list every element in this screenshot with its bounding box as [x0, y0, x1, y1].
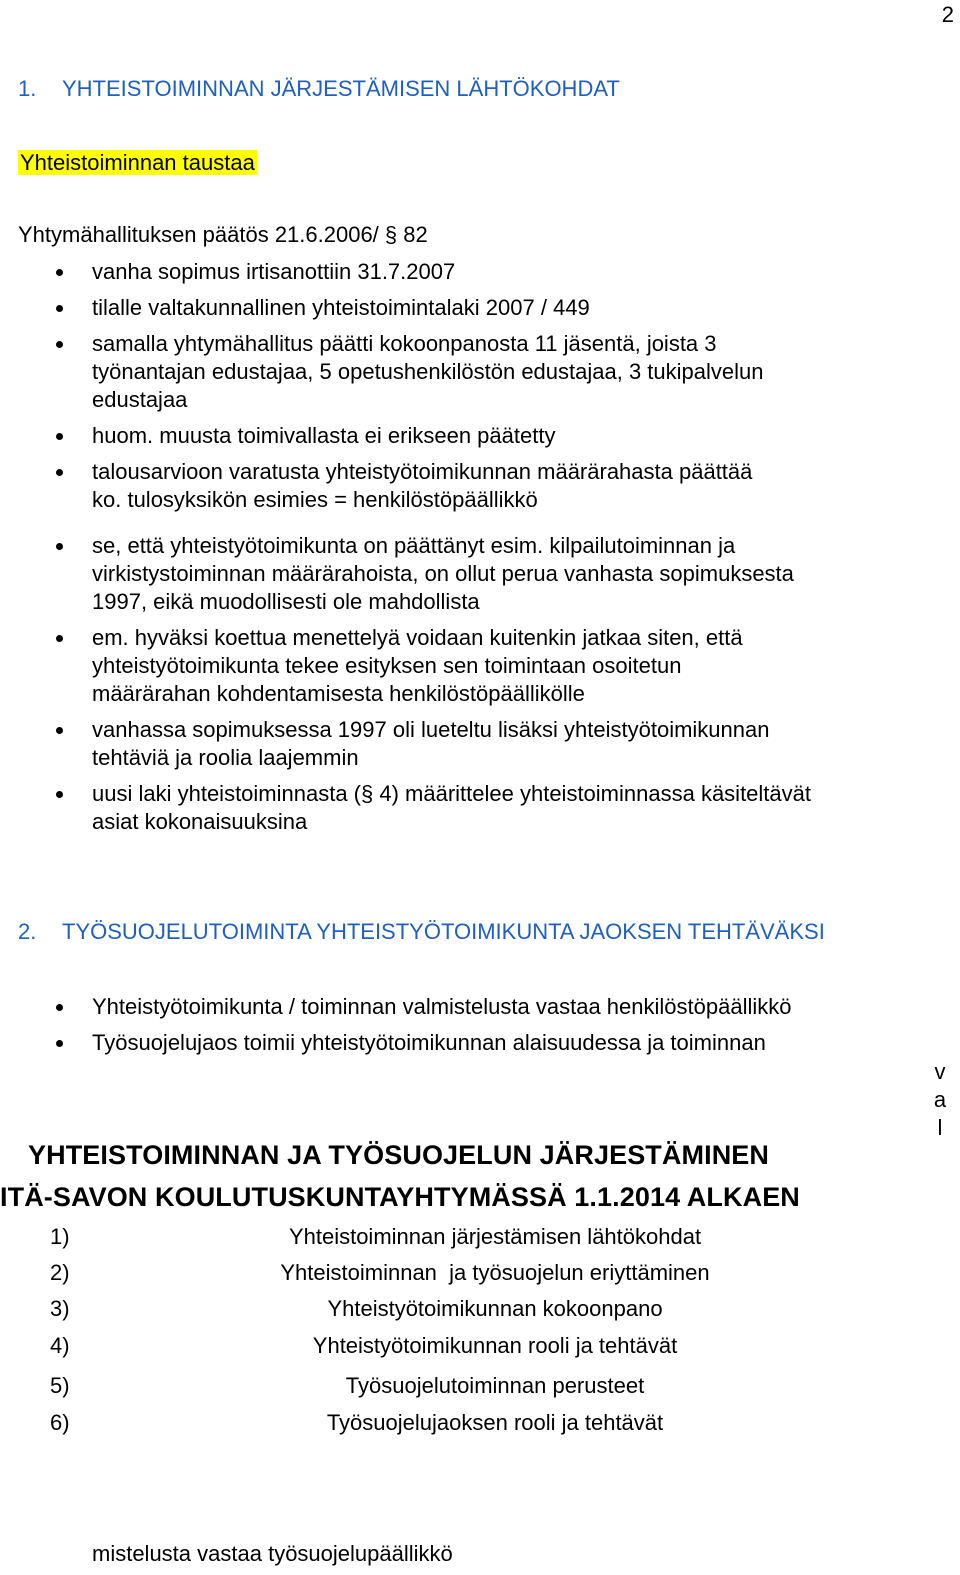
page-number: 2	[941, 2, 954, 27]
bullet-icon	[56, 433, 63, 440]
decision-line: Yhtymähallituksen päätös 21.6.2006/ § 82	[18, 222, 428, 247]
highlighted-subtitle: Yhteistoiminnan taustaa	[20, 150, 255, 175]
list-item: em. hyväksi koettua menettelyä voidaan kuitenkin jatkaa siten, että yhteistyötoimikunta tekee esityksen sen toimintaan osoitetun määrärahan kohdentamisesta henkilöstöpäällikölle	[0, 624, 810, 708]
list-item: vanhassa sopimuksessa 1997 oli lueteltu lisäksi yhteistyötoimikunnan tehtäviä ja roolia laajemmin	[0, 716, 858, 772]
toc-row	[0, 1260, 960, 1290]
toc-text: Yhteistoiminnan järjestämisen lähtökohdat	[288, 1224, 702, 1249]
section1-subtitle	[18, 150, 257, 176]
toc-number: 6)	[50, 1410, 70, 1435]
stray-letter: v	[934, 1059, 946, 1084]
bullet-list-section2	[0, 993, 960, 1065]
toc-row	[0, 1410, 960, 1440]
bullet-icon	[56, 269, 63, 276]
toc-text: Työsuojelutoiminnan perusteet	[345, 1373, 645, 1398]
list-item: talousarvioon varatusta yhteistyötoimikunnan määrärahasta päättää ko. tulosyksikön esimies = henkilöstöpäällikkö	[0, 458, 790, 514]
list-item: Yhteistyötoimikunta / toiminnan valmistelusta vastaa henkilöstöpäällikkö	[0, 993, 960, 1021]
toc-row	[0, 1296, 960, 1326]
continuation-text: mistelusta vastaa työsuojelupäällikkö	[92, 1541, 453, 1566]
bullet-icon	[56, 543, 63, 550]
bullet-icon	[56, 1040, 63, 1047]
toc-row	[0, 1224, 960, 1254]
bullet-icon	[56, 791, 63, 798]
list-item: se, että yhteistyötoimikunta on päättänyt esim. kilpailutoiminnan ja virkistystoiminnan määrärahoista, on ollut perua vanhasta sopimuksesta 1997, eikä muodollisesti ole mahdollista	[0, 532, 858, 616]
section1-heading	[18, 76, 620, 102]
toc-number: 1)	[50, 1224, 70, 1249]
list-item: huom. muusta toimivallasta ei erikseen päätetty	[0, 422, 960, 450]
overlay-title-line1: YHTEISTOIMINNAN JA TYÖSUOJELUN JÄRJESTÄMINEN	[28, 1140, 769, 1170]
bullet-icon	[56, 1004, 63, 1011]
stray-letter: a	[933, 1087, 947, 1112]
bullet-icon	[56, 635, 63, 642]
toc-number: 3)	[50, 1296, 70, 1321]
list-item: vanha sopimus irtisanottiin 31.7.2007	[0, 258, 960, 286]
toc-text: Työsuojelujaoksen rooli ja tehtävät	[326, 1410, 664, 1435]
bullet-icon	[56, 727, 63, 734]
bullet-list-b	[0, 532, 960, 844]
list-item: tilalle valtakunnallinen yhteistoimintalaki 2007 / 449	[0, 294, 960, 322]
bullet-icon	[56, 341, 63, 348]
list-item: uusi laki yhteistoiminnasta (§ 4) määrittelee yhteistoiminnassa käsiteltävät asiat kokonaisuuksina	[0, 780, 868, 836]
stray-letter: l	[937, 1115, 943, 1140]
toc-number: 5)	[50, 1373, 70, 1398]
bullet-list-a	[0, 258, 960, 522]
toc-number: 2)	[50, 1260, 70, 1285]
section1-title: YHTEISTOIMINNAN JÄRJESTÄMISEN LÄHTÖKOHDAT	[62, 76, 620, 101]
list-item: Työsuojelujaos toimii yhteistyötoimikunnan alaisuudessa ja toiminnan	[0, 1029, 960, 1057]
toc-number: 4)	[50, 1333, 70, 1358]
toc-text: Yhteistyötoimikunnan kokoonpano	[327, 1296, 663, 1321]
list-item: samalla yhtymähallitus päätti kokoonpanosta 11 jäsentä, joista 3 työnantajan edustajaa, 5 opetushenkilöstön edustajaa, 3 tukipalvelun edustajaa	[0, 330, 840, 414]
section2-heading	[18, 919, 825, 945]
toc-text: Yhteistyötoimikunnan rooli ja tehtävät	[312, 1333, 678, 1358]
bullet-icon	[56, 305, 63, 312]
section2-number: 2.	[18, 919, 37, 944]
toc-text: Yhteistoiminnan ja työsuojelun eriyttäminen	[280, 1260, 710, 1285]
bullet-icon	[56, 469, 63, 476]
toc-row	[0, 1373, 960, 1403]
section2-title: TYÖSUOJELUTOIMINTA YHTEISTYÖTOIMIKUNTA JAOKSEN TEHTÄVÄKSI	[62, 919, 825, 944]
overlay-title-line2: ITÄ-SAVON KOULUTUSKUNTAYHTYMÄSSÄ 1.1.2014 ALKAEN	[0, 1182, 800, 1212]
toc-row	[0, 1333, 960, 1363]
section1-number: 1.	[18, 76, 37, 101]
